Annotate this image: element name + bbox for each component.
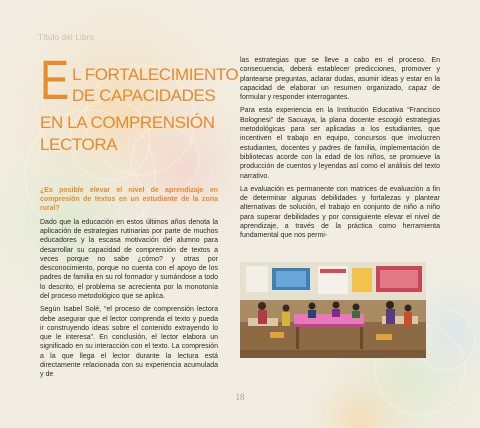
right-paragraph-1: las estrategias que se lleve a cabo en el proceso. En consecuencia, deberá establecer predicciones, promover y plantearse preguntas, aclarar dudas, asumir ideas y estar en la capacidad de elaborar un resumen organizado, capaz de formular y responder interrogantes. <box>240 57 440 102</box>
article-title <box>40 48 240 156</box>
title-line-1: L FORTALECIMIENTO <box>72 65 239 84</box>
title-line-3: EN LA COMPRENSIÓN <box>40 113 215 132</box>
left-column <box>40 186 218 384</box>
section-subheading: ¿Es posible elevar el nivel de aprendizaje en compresión de textos en un estudiante de la zona rural? <box>40 187 218 213</box>
right-paragraph-3: La evaluación es permanente con matrices de evaluación a fin de determinar algunas debilidades y fortalezas y plantear alternativas de solución, el trabajo en conjunto de niño a niño para superar debilidades y por consiguiente elevar el nivel de aprendizaje, a través de la práctica como herramienta fundamental que nos permi- <box>240 185 440 240</box>
right-column <box>240 56 440 245</box>
title-rest-lines <box>40 112 240 156</box>
title-line-4: LECTORA <box>40 135 118 154</box>
title-indented-lines <box>72 64 238 106</box>
title-line-2: DE CAPACIDADES <box>72 86 216 105</box>
running-head: Título del Libro <box>38 33 95 42</box>
classroom-photo-illustration <box>240 262 426 358</box>
drop-cap: E <box>40 48 70 111</box>
classroom-photo <box>240 262 426 358</box>
left-paragraph-1: Dado que la educación en estos últimos años denota la aplicación de estrategias rutinarias por parte de muchos educadores y la escasa motivación del alumno para desarrollar su capacidad de comprensión de textos a veces porque no sabe ¿cómo? y otras por desconocimiento, porque no cuenta con el apoyo de los padres de familia en su rol formador y sumándose a todo lo descrito, el problema se acrecienta por la monotonía del proceso metodológico que se aplica. <box>40 218 218 300</box>
left-paragraph-2: Según Isabel Solé, “el proceso de comprensión lectora debe asegurar que el lector comprenda el texto y pueda ir construyendo ideas sobre el contenido extrayendo lo que le interesa”. En conclusión, el lector elabora un significado en su interacción con el texto. La compresión a la que llega el lector durante la lectura está directamente relacionada con su experiencia acumulada y de <box>40 306 218 379</box>
right-paragraph-2: Para esta experiencia en la Institución Educativa “Francisco Bolognesi” de Sacuaya, la plana docente escogió estrategias metodológicas para ser aplicadas a los estudiantes, que incentiven el trabajo en equipo, concursos que involucren estudiantes, docentes y padres de familia, implementación de bibliotecas acorde con la edad de los niños, se promueve la producción de cuentos y leyendas así como el análisis del texto narrativo. <box>240 107 440 180</box>
title-first-rows <box>40 48 240 111</box>
page-number: 18 <box>235 392 245 402</box>
